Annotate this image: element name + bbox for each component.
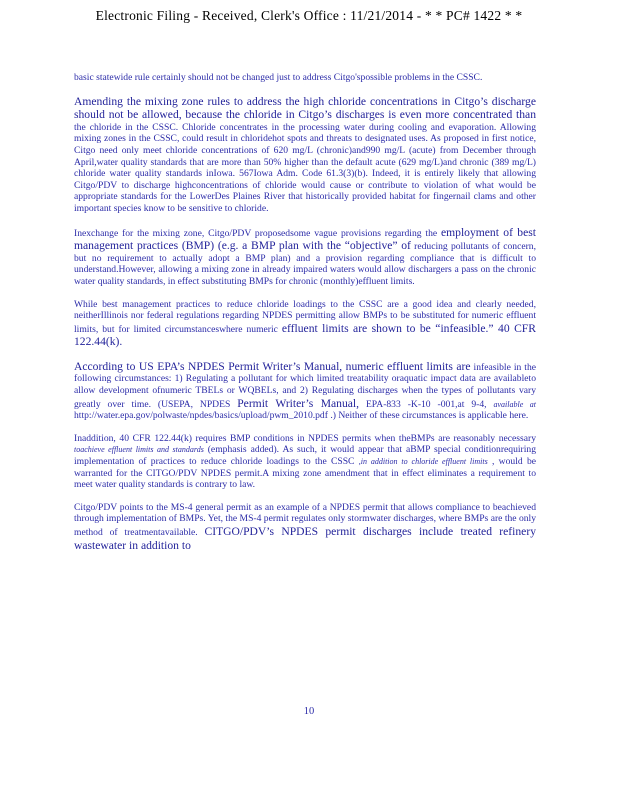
paragraph-1: [74, 72, 536, 84]
page-number: 10: [303, 706, 315, 717]
italic-run: toachieve effluent limits and standards: [74, 445, 204, 455]
italic-run: ,in addition to chloride effluent limits: [358, 457, 488, 467]
text-run: EPA-833 -K-10 -001,at 9-4,: [359, 398, 494, 410]
paragraph-2: [74, 95, 536, 215]
emphasis-run: Amending the mixing zone rules to address the high chloride concentrations in Citgo’s discharge should not be allowed, because the chloride in Citgo’s discharges is even more concentrated than: [74, 94, 536, 122]
emphasis-run: effluent limits are shown to be “infeasible.” 40 CFR 122.44(k).: [74, 321, 536, 349]
italic-run: available at: [493, 399, 536, 409]
text-run: Inexchange for the mixing zone, Citgo/PDV proposedsome vague provisions regarding the: [74, 227, 441, 239]
text-run: the chloride in the CSSC. Chloride concentrates in the processing water during cooling and evaporation. Allowing mixing zones in the CSSC, could result in chloridehot spots and threats to designated uses. As proposed in first notice, Citgo need only meet chloride concentrations of 620 mg/L (chronic)and990 mg/L (acute) from December through April,water quality standards that are more than 50% higher than the default acute (629 mg/L)and chronic (389 mg/L) chloride water quality standards inIowa. 567Iowa Adm. Code 61.3(3)(b). Indeed, it is entirely likely that allowing Citgo/PDV to discharge highconcentrations of chloride would cause or contribute to violation of what would be appropriate standards for the LowerDes Plaines River that historically provided habitat for fingernail clams and other important species know to be sensitive to chloride.: [74, 121, 536, 214]
text-run: Citgo/PDV points to the MS-4 general permit as an example of a NPDES permit that allows compliance to beachieved through implementation of BMPs. Yet, the MS-4 permit regulates only stormwater discharges, where BMPs are the only method of treatmentavailable.: [74, 501, 536, 538]
text-run: http://water.epa.gov/polwaste/npdes/basics/upload/pwm_2010.pdf .) Neither of these circumstances is applicable here.: [74, 410, 529, 422]
paragraph-6: [74, 433, 536, 491]
emphasis-run: According to US EPA’s NPDES Permit Writer’s Manual, numeric effluent limits are: [74, 359, 471, 373]
text-run: reducing pollutants of concern, but no requirement to actually adopt a BMP plan) and a provision regarding compliance that is difficult to understand.However, allowing a mixing zone in already impaired waters would allow dischargers a pass on the chronic water quality standards, in effect substituting BMPs for chronic (monthly)effluent limits.: [74, 241, 536, 287]
text-run: basic statewide rule certainly should not be changed just to address Citgo'spossible problems in the CSSC.: [74, 72, 483, 83]
text-run: Inaddition, 40 CFR 122.44(k) requires BMP conditions in NPDES permits when theBMPs are reasonably necessary: [74, 432, 536, 444]
paragraph-3: [74, 226, 536, 288]
document-body: [74, 72, 536, 552]
filing-stamp-header: Electronic Filing - Received, Clerk's Office : 11/21/2014 - * * PC# 1422 * *: [95, 8, 523, 23]
paragraph-5: [74, 360, 536, 422]
emphasis-run: Permit Writer’s Manual,: [237, 396, 360, 410]
paragraph-7: [74, 502, 536, 552]
text-run: infeasible in the following circumstances: 1) Regulating a pollutant for which limited treatability oraquatic impact data are availableto allow development ofnumeric TBELs or WQBELs, and 2) Regulating discharges when the types of pollutants vary greatly over time. (USEPA, NPDES: [74, 361, 536, 410]
text-run: While best management practices to reduce chloride loadings to the CSSC are a good idea and clearly needed, neitherIllinois nor federal regulations regarding NPDES permitting allow BMPs to be substituted for numeric effluent limits, but for limited circumstanceswhere numeric: [74, 298, 536, 335]
emphasis-run: employment of best management practices (BMP) (e.g. a BMP plan with the “objective” of: [74, 225, 536, 253]
text-run: , would be warranted for the CITGO/PDV NPDES permit.A mixing zone amendment that in effect eliminates a requirement to meet water quality standards is contrary to law.: [74, 456, 537, 491]
text-run: (emphasis added). As such, it would appear that aBMP special conditionrequiring implementation of practices to reduce chloride loadings to the CSSC: [74, 444, 537, 468]
emphasis-run: CITGO/PDV’s NPDES permit discharges include treated refinery wastewater in addition to: [74, 525, 536, 552]
paragraph-4: [74, 299, 536, 349]
